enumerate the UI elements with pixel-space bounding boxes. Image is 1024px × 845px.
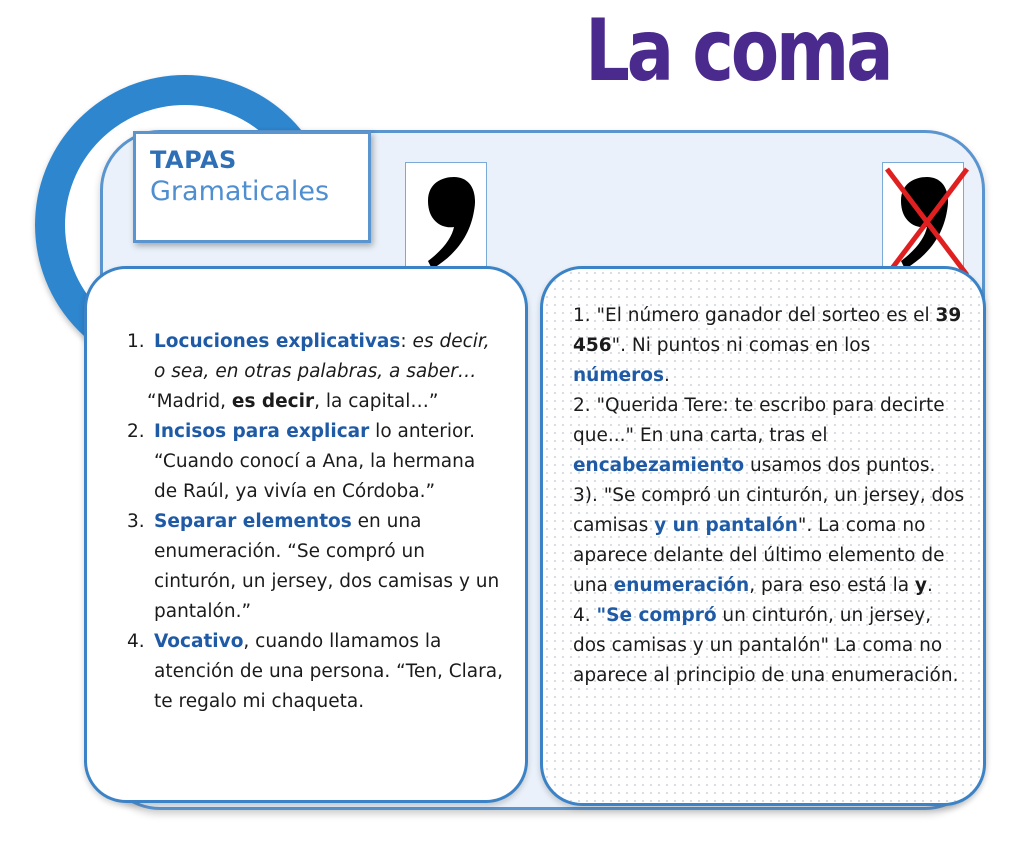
bold-text: es decir <box>231 391 315 412</box>
text: “Madrid, <box>147 391 232 412</box>
keyword: Separar elementos <box>154 511 352 532</box>
keyword: encabezamiento <box>573 455 745 476</box>
item-text <box>154 507 503 627</box>
comma-crossed-icon <box>882 162 964 280</box>
list-item <box>127 327 503 387</box>
paragraph-2 <box>573 391 965 481</box>
paragraph-4 <box>573 601 965 691</box>
text: lo anterior. <box>369 421 476 442</box>
rules-list <box>127 327 503 717</box>
text: ". Ni puntos ni comas en los <box>611 335 871 356</box>
text: 1. "El número ganador del sorteo es el <box>573 305 936 326</box>
item-number: 4. <box>127 631 145 652</box>
text: un cinturón, un jersey, dos camisas y un pantalón" La coma no aparece al principio de una enumeración. <box>573 605 959 686</box>
keyword: Incisos para explicar <box>154 421 370 442</box>
keyword: Vocativo <box>154 631 244 652</box>
text: , la capital…” <box>314 391 439 412</box>
text: 4. <box>573 605 597 626</box>
keyword: números <box>573 365 665 386</box>
item-number: 2. <box>127 421 145 442</box>
text: , para eso está la <box>749 575 915 596</box>
list-item <box>127 507 503 627</box>
rules-card <box>84 266 528 803</box>
logo-line-2: Gramaticales <box>150 176 330 207</box>
keyword: "Se compró <box>596 605 717 626</box>
paragraph-1 <box>573 301 965 391</box>
item-text <box>154 417 503 507</box>
paragraph-3 <box>573 481 965 601</box>
keyword: y un pantalón <box>654 515 798 536</box>
comma-icon <box>405 162 487 280</box>
bold-text: y <box>914 575 927 596</box>
keyword: enumeración <box>613 575 750 596</box>
text: 2. "Querida Tere: te escribo para decirte que..." En una carta, tras el <box>573 395 945 446</box>
list-item-example <box>127 387 503 417</box>
page-title: La coma <box>585 1 891 101</box>
text: 3). "Se compró un cinturón, un jersey, dos camisas <box>573 485 965 536</box>
keyword: Locuciones explicativas <box>154 331 401 352</box>
text: . <box>664 365 670 386</box>
item-number: 3. <box>127 511 145 532</box>
text: : <box>400 331 413 352</box>
text: en una enumeración. “Se compró un cinturón, un jersey, dos camisas y un pantalón.” <box>154 511 500 622</box>
logo-line-1: TAPAS <box>150 146 237 174</box>
text: usamos dos puntos. <box>744 455 936 476</box>
item-text <box>154 627 503 717</box>
text: , cuando llamamos la atención de una persona. “Ten, Clara, te regalo mi chaqueta. <box>154 631 503 712</box>
example-text: “Cuando conocí a Ana, la hermana de Raúl, ya vivía en Córdoba.” <box>154 451 476 502</box>
logo <box>133 131 371 243</box>
item-number: 1. <box>127 331 145 352</box>
item-text <box>154 327 503 387</box>
exceptions-card <box>540 266 986 806</box>
list-item <box>127 627 503 717</box>
example-text <box>127 387 503 417</box>
list-item <box>127 417 503 507</box>
bold-text: 39 456 <box>573 305 962 356</box>
text: . <box>926 575 933 596</box>
italic-text: es decir, o sea, en otras palabras, a saber… <box>154 331 490 382</box>
text: ". La coma no aparece delante del último elemento de una <box>573 515 945 596</box>
